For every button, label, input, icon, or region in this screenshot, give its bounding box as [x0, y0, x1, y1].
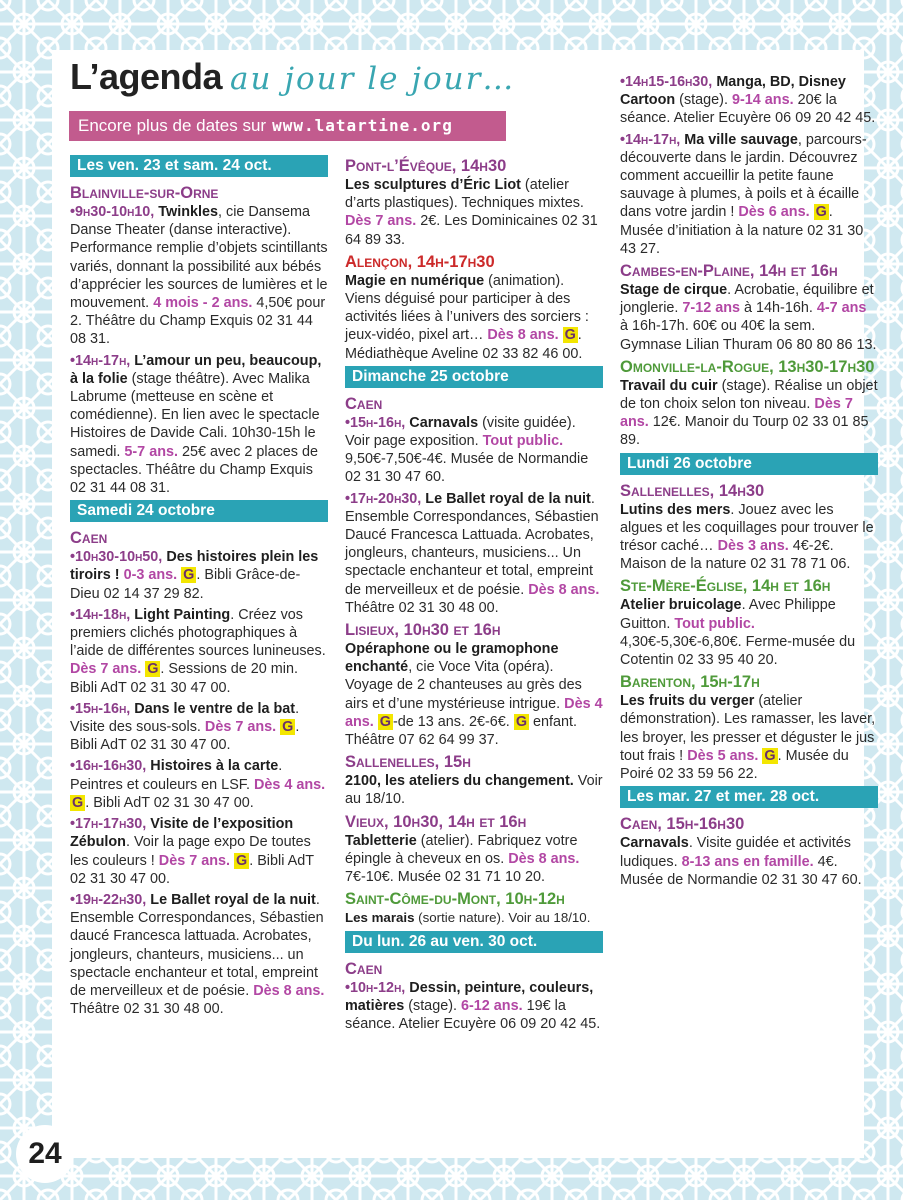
place-heading: Sallenelles, 14h30 — [620, 481, 765, 500]
event-item: •14h-17h, Ma ville sauvage, parcours-découverte dans le jardin. Découvrez comment accueillir la petite faune sauvage à plumes, à poils et à écaille dans votre jardin ! Dès 6 ans. G . Musée d’initiation à la nature 02 31 30 43 27. — [620, 131, 867, 257]
place-heading: Caen — [345, 959, 383, 978]
place-heading: Caen — [70, 529, 108, 548]
event-item: Atelier bruicolage. Avec Philippe Guitton. Tout public. 4,30€-5,30€-6,80€. Ferme-musée du Cotentin 02 33 95 40 20. — [620, 597, 856, 669]
column-2 — [345, 153, 603, 1036]
free-badge: G — [236, 852, 248, 869]
date-header: Samedi 24 octobre — [70, 500, 328, 522]
event-item: Stage de cirque. Acrobatie, équilibre et jonglerie. 7-12 ans à 14h-16h. 4-7 ans à 16h-17h. 60€ ou 40€ la sem. Gymnase Lilian Thuram 06 80 80 86 13. — [620, 282, 877, 353]
page-title: L’agenda — [70, 56, 223, 97]
event-item: •16h-16h30, Histoires à la carte. Peintres et couleurs en LSF. Dès 4 ans. G . Bibli AdT 02 31 30 47 00. — [70, 758, 326, 811]
website-band — [69, 111, 506, 141]
date-header: Dimanche 25 octobre — [345, 366, 603, 388]
event-item: Lutins des mers. Jouez avec les algues et les coquillages pour trouver le trésor caché… Dès 3 ans. 4€-2€. Maison de la nature 02 31 78 71 06. — [620, 501, 874, 573]
page-subtitle-script: au jour le jour… — [230, 61, 516, 97]
place-heading: Sallenelles, 15h — [345, 753, 471, 772]
event-item: Tabletterie (atelier). Fabriquez votre épingle à cheveux en os. Dès 8 ans. 7€-10€. Musée 02 31 71 10 20. — [345, 832, 580, 886]
event-item: Les fruits du verger (atelier démonstration). Les ramasser, les laver, les broyer, les presser et déguster le jus tout frais ! Dès 5 ans. G . Musée du Poiré 02 33 59 56 22. — [620, 693, 876, 783]
place-heading: Blainville-sur-Orne — [70, 184, 219, 202]
place-heading: Cambes-en-Plaine, 14h et 16h — [620, 262, 838, 281]
place-heading: Pont-l’Évêque, 14h30 — [345, 157, 507, 175]
place-heading: Vieux, 10h30, 14h et 16h — [345, 812, 527, 831]
free-badge: G — [379, 713, 391, 730]
event-item: Opéraphone ou le gramophone enchanté, cie Voce Vita (opéra). Voyage de 2 chanteuses au grès des airs et d’une mystérieuse intrigue. Dès 4 ans. G -de 13 ans. 2€-6€. G enfant. Théâtre 07 62 64 99 37. — [345, 641, 603, 749]
free-badge: G — [764, 747, 776, 764]
page-number: 24 — [16, 1125, 74, 1183]
event-item: •14h15-16h30, Manga, BD, Disney Cartoon (stage). 9-14 ans. 20€ la séance. Atelier Ecuyère 06 09 20 42 45. — [620, 74, 876, 127]
free-badge: G — [515, 713, 528, 730]
free-badge: G — [815, 204, 827, 221]
free-badge: G — [282, 719, 294, 736]
place-heading: Ste-Mère-Église, 14h et 16h — [620, 577, 831, 596]
place-heading: Alençon, 14h-17h30 — [345, 252, 495, 271]
event-item: •15h-16h, Dans le ventre de la bat. Visite des sous-sols. Dès 7 ans. G . Bibli AdT 02 31 30 47 00. — [70, 700, 300, 754]
place-heading: Caen — [345, 394, 383, 413]
website-link[interactable]: www.latartine.org — [272, 116, 453, 135]
event-item: Travail du cuir (stage). Réalise un objet de ton choix selon ton niveau. Dès 7 ans. 12€. Manoir du Tourp 02 33 01 85 89. — [620, 377, 878, 449]
place-heading: Barenton, 15h-17h — [620, 673, 760, 692]
event-item: Carnavals. Visite guidée et activités ludiques. 8-13 ans en famille. 4€. Musée de Normandie 02 31 30 47 60. — [620, 835, 862, 888]
event-item: •14h-17h, L’amour un peu, beaucoup, à la folie (stage théâtre). Avec Malika Labrume (metteuse en scène et comédienne). En lien avec le spectacle Histoires de Davide Cali. 10h30-15h le samedi. 5-7 ans. 25€ avec 2 places de spectacles. Théâtre du Champ Exquis 02 31 44 08 31. — [70, 352, 322, 497]
free-badge: G — [72, 794, 84, 811]
date-header: Du lun. 26 au ven. 30 oct. — [345, 931, 603, 953]
place-heading: Omonville-la-Rogue, 13h30-17h30 — [620, 357, 875, 376]
event-item: •10h30-10h50, Des histoires plein les tiroirs ! 0-3 ans. G . Bibli Grâce-de-Dieu 02 14 37 29 82. — [70, 549, 319, 602]
event-item: 2100, les ateliers du changement. Voir au 18/10. — [345, 773, 603, 808]
date-header: Les mar. 27 et mer. 28 oct. — [620, 786, 878, 808]
event-item: •9h30-10h10, Twinkles, cie Dansema Danse Theater (danse interactive). Performance remplie d’objets scintillants variés, donnant la possibilité aux bébés d’apprécier les sources de lumières et le mouvement. 4 mois - 2 ans. 4,50€ pour 2. Théâtre du Champ Exquis 02 31 44 08 31. — [70, 204, 328, 348]
place-heading: Saint-Côme-du-Mont, 10h-12h — [345, 890, 565, 909]
event-item: Les marais (sortie nature). Voir au 18/10. — [345, 910, 591, 926]
event-item: •10h-12h, Dessin, peinture, couleurs, matières (stage). 6-12 ans. 19€ la séance. Atelier Ecuyère 06 09 20 42 45. — [345, 979, 601, 1032]
event-item: •17h-17h30, Visite de l’exposition Zébulon. Voir la page expo De toutes les couleurs ! Dès 7 ans. G . Bibli AdT 02 31 30 47 00. — [70, 816, 314, 887]
free-badge: G — [147, 661, 159, 678]
event-item: •14h-18h, Light Painting. Créez vos premiers clichés photographiques à l’aide de différentes sources lunineuses. Dès 7 ans. G . Sessions de 20 min. Bibli AdT 02 31 30 47 00. — [70, 606, 326, 696]
date-header: Lundi 26 octobre — [620, 453, 878, 475]
column-1 — [70, 153, 328, 1021]
date-header: Les ven. 23 et sam. 24 oct. — [70, 155, 328, 177]
event-item: Magie en numérique (animation). Viens déguisé pour participer à des activités liées à l’univers des sorciers : jeux-vidéo, pixel art… Dès 8 ans. G . Médiathèque Aveline 02 33 82 46 00. — [345, 272, 589, 362]
place-heading: Lisieux, 10h30 et 16h — [345, 621, 501, 640]
band-label: Encore plus de dates sur — [78, 116, 267, 135]
column-3 — [620, 73, 878, 892]
event-item: Les sculptures d’Éric Liot (atelier d’arts plastiques). Techniques mixtes. Dès 7 ans. 2€. Les Dominicaines 02 31 64 89 33. — [345, 177, 598, 248]
header — [70, 56, 515, 98]
free-badge: G — [564, 327, 576, 344]
event-item: •19h-22h30, Le Ballet royal de la nuit. Ensemble Correspondances, Sébastien daucé Francesca lattuada. Acrobates, jongleurs, chanteurs, musiciens... un spectacle enchanteur et total, empreint de merveilleux et de poésie. Dès 8 ans. Théâtre 02 31 30 48 00. — [70, 891, 325, 1018]
event-item: •15h-16h, Carnavals (visite guidée). Voir page exposition. Tout public. 9,50€-7,50€-4€. Musée de Normandie 02 31 30 47 60. — [345, 414, 589, 486]
free-badge: G — [183, 567, 195, 584]
place-heading: Caen, 15h-16h30 — [620, 815, 745, 834]
event-item: •17h-20h30, Le Ballet royal de la nuit. Ensemble Correspondances, Sébastien Daucé Francesca Lattuada. Acrobates, jongleurs, chanteurs, musiciens... Un spectacle enchanteur et total, empreint de merveilleux et de poésie. Dès 8 ans. Théâtre 02 31 30 48 00. — [345, 490, 600, 616]
